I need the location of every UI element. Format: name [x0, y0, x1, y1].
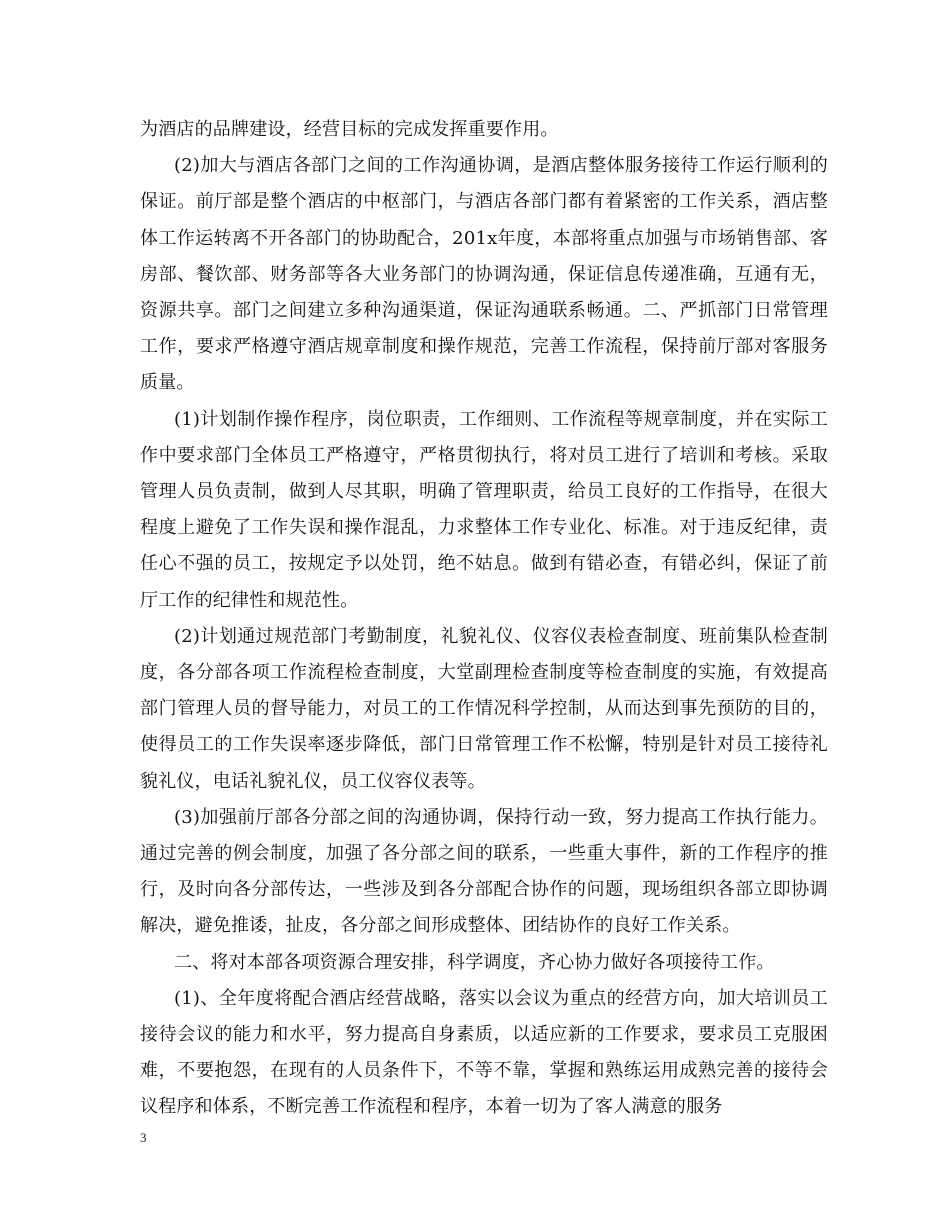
paragraph-section-heading: 二、将对本部各项资源合理安排，科学调度，齐心协力做好各项接待工作。: [174, 951, 775, 973]
paragraph-department-coordination: (2)加大与酒店各部门之间的工作沟通协调，是酒店整体服务接待工作运行顺利的保证。前厅部是整个酒店的中枢部门，与酒店各部门都有着紧密的工作关系，酒店整体工作运转离不开各部门的协助配合，201x年度，本部将重点加强与市场销售部、客房部、餐饮部、财务部等各大业务部门的协调沟通，保证信息传递准确，互通有无，资源共享。部门之间建立多种沟通渠道，保证沟通联系畅通。二、严抓部门日常管理工作，要求严格遵守酒店规章制度和操作规范，完善工作流程，保持前厅部对客服务质量。: [140, 155, 828, 394]
paragraph-operating-procedures: (1)计划制作操作程序，岗位职责，工作细则、工作流程等规章制度，并在实际工作中要求部门全体员工严格遵守，严格贯彻执行，将对员工进行了培训和考核。采取管理人员负责制，做到人尽其职，明确了管理职责，给员工良好的工作指导，在很大程度上避免了工作失误和操作混乱，力求整体工作专业化、标准。对于违反纪律，责任心不强的员工，按规定予以处罚，绝不姑息。做到有错必查，有错必纠，保证了前厅工作的纪律性和规范性。: [140, 408, 828, 611]
paragraph-inspection-system: (2)计划通过规范部门考勤制度，礼貌礼仪、仪容仪表检查制度、班前集队检查制度，各分部各项工作流程检查制度，大堂副理检查制度等检查制度的实施，有效提高部门管理人员的督导能力，对员工的工作情况科学控制，从而达到事先预防的目的，使得员工的工作失误率逐步降低，部门日常管理工作不松懈，特别是针对员工接待礼貌礼仪，电话礼貌礼仪，员工仪容仪表等。: [140, 625, 828, 792]
paragraph-sub-department-communication: (3)加强前厅部各分部之间的沟通协调，保持行动一致，努力提高工作执行能力。通过完善的例会制度，加强了各分部之间的联系，一些重大事件，新的工作程序的推行，及时向各分部传达，一些涉及到各分部配合协作的问题，现场组织各部立即协调解决，避免推诿，扯皮，各分部之间形成整体、团结协作的良好工作关系。: [140, 806, 828, 937]
paragraph-conference-strategy: (1)、全年度将配合酒店经营战略，落实以会议为重点的经营方向，加大培训员工接待会议的能力和水平，努力提高自身素质，以适应新的工作要求，要求员工克服困难，不要抱怨，在现有的人员条件下，不等不靠，掌握和熟练运用成熟完善的接待会议程序和体系，不断完善工作流程和程序，本着一切为了客人满意的服务: [140, 987, 828, 1118]
document-body: [140, 112, 828, 1126]
page-number: 3: [140, 1130, 147, 1145]
paragraph-continuation: 为酒店的品牌建设，经营目标的完成发挥重要作用。: [140, 119, 559, 140]
